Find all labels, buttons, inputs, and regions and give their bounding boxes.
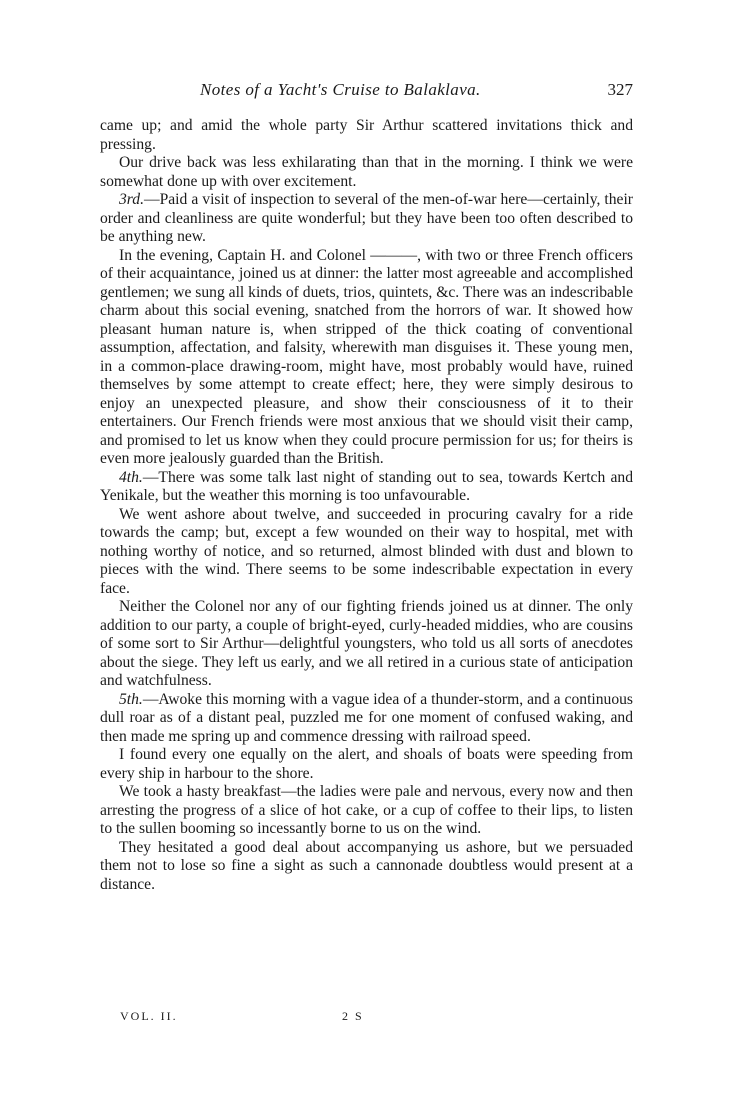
paragraph-text: —Awoke this morning with a vague idea of a thunder-storm, and a continuous dull roar as of a distant peal, puzzled me for one moment of confused waking, and then made me spring up and commence dressing with railroad speed. [100, 690, 633, 745]
entry-date: 4th. [119, 468, 143, 486]
paragraph-text: We went ashore about twelve, and succeeded in procuring cavalry for a ride towards the camp; but, except a few wounded on their way to hospital, met with nothing worthy of notice, and so returned, almost blinded with dust and blown to pieces with the wind. There seems to be some indescribable expectation in every face. [100, 505, 633, 597]
entry-date: 5th. [119, 690, 143, 708]
entry-date: 3rd. [119, 191, 144, 208]
paragraph-text: They hesitated a good deal about accompanying us ashore, but we persuaded them not to lose so fine a sight as such a cannonade doubtless would present at a distance. [100, 838, 633, 893]
body-text [100, 117, 633, 894]
page-number: 327 [607, 80, 633, 99]
paragraph-text: came up; and amid the whole party Sir Arthur scattered invitations thick and pressing. [100, 117, 633, 153]
paragraph-continuation [100, 117, 633, 154]
paragraph [100, 783, 633, 839]
paragraph-text: Our drive back was less exhilarating than that in the morning. I think we were somewhat done up with over excitement. [100, 154, 633, 190]
signature-mark: 2 S [342, 1009, 364, 1023]
paragraph [100, 154, 633, 191]
running-title: Notes of a Yacht's Cruise to Balaklava. [200, 80, 481, 99]
paragraph-text: Neither the Colonel nor any of our fighting friends joined us at dinner. The only addition to our party, a couple of bright-eyed, curly-headed middies, who are cousins of some sort to Sir Arthur—delightful youngsters, who told us all sorts of anecdotes about the siege. They left us early, and we all retired in a curious state of anticipation and watchfulness. [100, 598, 633, 689]
paragraph-text: —There was some talk last night of standing out to sea, towards Kertch and Yenikale, but the weather this morning is too unfavourable. [100, 468, 633, 504]
paragraph-text: —Paid a visit of inspection to several of the men-of-war here—certainly, their order and cleanliness are quite wonderful; but they have been too often described to be anything new. [100, 191, 633, 245]
page-footer [120, 1009, 633, 1029]
paragraph [100, 247, 633, 469]
paragraph [100, 506, 633, 599]
volume-mark: VOL. II. [120, 1009, 178, 1023]
paragraph-dated-entry [100, 191, 633, 247]
paragraph [100, 746, 633, 783]
paragraph-text: We took a hasty breakfast—the ladies were pale and nervous, every now and then arresting the progress of a slice of hot cake, or a cup of coffee to their lips, to listen to the sullen booming so incessantly borne to us on the wind. [100, 783, 633, 837]
paragraph [100, 839, 633, 895]
running-head [100, 80, 633, 106]
paragraph-text: In the evening, Captain H. and Colonel ———, with two or three French officers of their acquaintance, joined us at dinner: the latter most agreeable and accomplished gentlemen; we sung all kinds of duets, trios, quintets, &c. There was an indescribable charm about this social evening, snatched from the horrors of war. It showed how pleasant human nature is, when stripped of the thick coating of conventional assumption, affectation, and falsity, wherewith man disguises it. These young men, in a common-place drawing-room, might have, most probably would have, ruined themselves by some attempt to create effect; here, they were simply desirous to enjoy an unexpected pleasure, and show their consciousness of it to their entertainers. Our French friends were most anxious that we should visit their camp, and promised to let us know when they could procure permission for us; for theirs is even more jealously guarded than the British. [100, 246, 633, 467]
paragraph [100, 598, 633, 691]
paragraph-text: I found every one equally on the alert, and shoals of boats were speeding from every ship in harbour to the shore. [100, 746, 633, 782]
paragraph-dated-entry [100, 469, 633, 506]
paragraph-dated-entry [100, 691, 633, 747]
